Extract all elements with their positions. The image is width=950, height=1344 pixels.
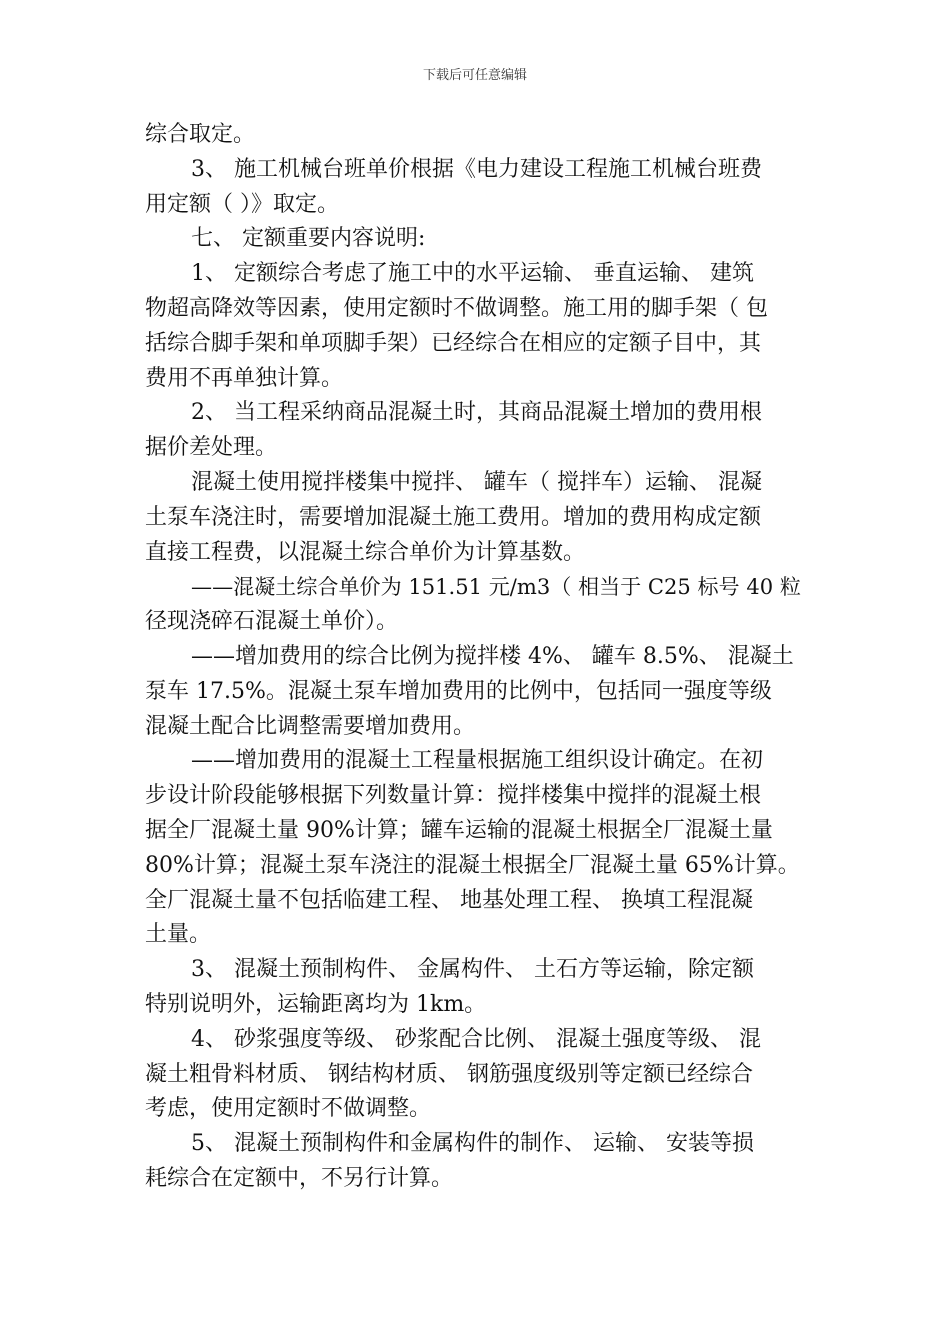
text-line: 80%计算；混凝土泵车浇注的混凝土根据全厂混凝土量 65%计算。 (145, 852, 800, 878)
text-line: 泵车 17.5%。混凝土泵车增加费用的比例中，包括同一强度等级 (145, 678, 772, 704)
text-line: ——增加费用的综合比例为搅拌楼 4%、 罐车 8.5%、 混凝土 (191, 643, 794, 669)
document-body (145, 118, 807, 1197)
text-line: 凝土粗骨料材质、 钢结构材质、 钢筋强度级别等定额已经综合 (145, 1061, 753, 1087)
text-line: 用定额（ ）》取定。 (145, 191, 339, 217)
text-line: 直接工程费，以混凝土综合单价为计算基数。 (145, 539, 586, 565)
text-line: 据价差处理。 (145, 435, 278, 461)
text-line: 径现浇碎石混凝土单价）。 (145, 609, 399, 635)
text-line: 混凝土配合比调整需要增加费用。 (145, 713, 476, 739)
text-line: 费用不再单独计算。 (145, 365, 344, 391)
page-header: 下载后可任意编辑 (422, 68, 527, 83)
text-line: ——混凝土综合单价为 151.51 元/m3（ 相当于 C25 标号 40 粒 (191, 574, 801, 600)
text-line: ——增加费用的混凝土工程量根据施工组织设计确定。在初 (191, 748, 764, 774)
text-line: 3、 混凝土预制构件、 金属构件、 土石方等运输，除定额 (191, 957, 754, 983)
text-line: 特别说明外，运输距离均为 1km。 (145, 991, 487, 1017)
text-line: 2、 当工程采纳商品混凝土时，其商品混凝土增加的费用根 (191, 400, 762, 426)
text-line: 5、 混凝土预制构件和金属构件的制作、 运输、 安装等损 (191, 1131, 754, 1157)
text-line: 土量。 (145, 922, 212, 948)
text-line: 七、 定额重要内容说明: (191, 226, 426, 252)
text-line: 物超高降效等因素，使用定额时不做调整。施工用的脚手架（ 包 (145, 295, 768, 321)
text-line: 4、 砂浆强度等级、 砂浆配合比例、 混凝土强度等级、 混 (191, 1026, 761, 1052)
text-line: 3、 施工机械台班单价根据《电力建设工程施工机械台班费 (191, 156, 762, 182)
text-line: 综合取定。 (145, 122, 256, 147)
text-line: 步设计阶段能够根据下列数量计算：搅拌楼集中搅拌的混凝土根 (145, 783, 762, 809)
text-line: 耗综合在定额中，不另行计算。 (145, 1165, 454, 1191)
text-line: 括综合脚手架和单项脚手架）已经综合在相应的定额子目中，其 (145, 330, 762, 356)
text-line: 据全厂混凝土量 90%计算；罐车运输的混凝土根据全厂混凝土量 (145, 817, 773, 843)
text-line: 混凝土使用搅拌楼集中搅拌、 罐车（ 搅拌车）运输、 混凝 (191, 469, 762, 495)
text-line: 1、 定额综合考虑了施工中的水平运输、 垂直运输、 建筑 (191, 261, 754, 287)
text-line: 土泵车浇注时，需要增加混凝土施工费用。增加的费用构成定额 (145, 504, 762, 530)
text-line: 考虑，使用定额时不做调整。 (145, 1096, 432, 1122)
text-line: 全厂混凝土量不包括临建工程、 地基处理工程、 换填工程混凝 (145, 887, 753, 913)
